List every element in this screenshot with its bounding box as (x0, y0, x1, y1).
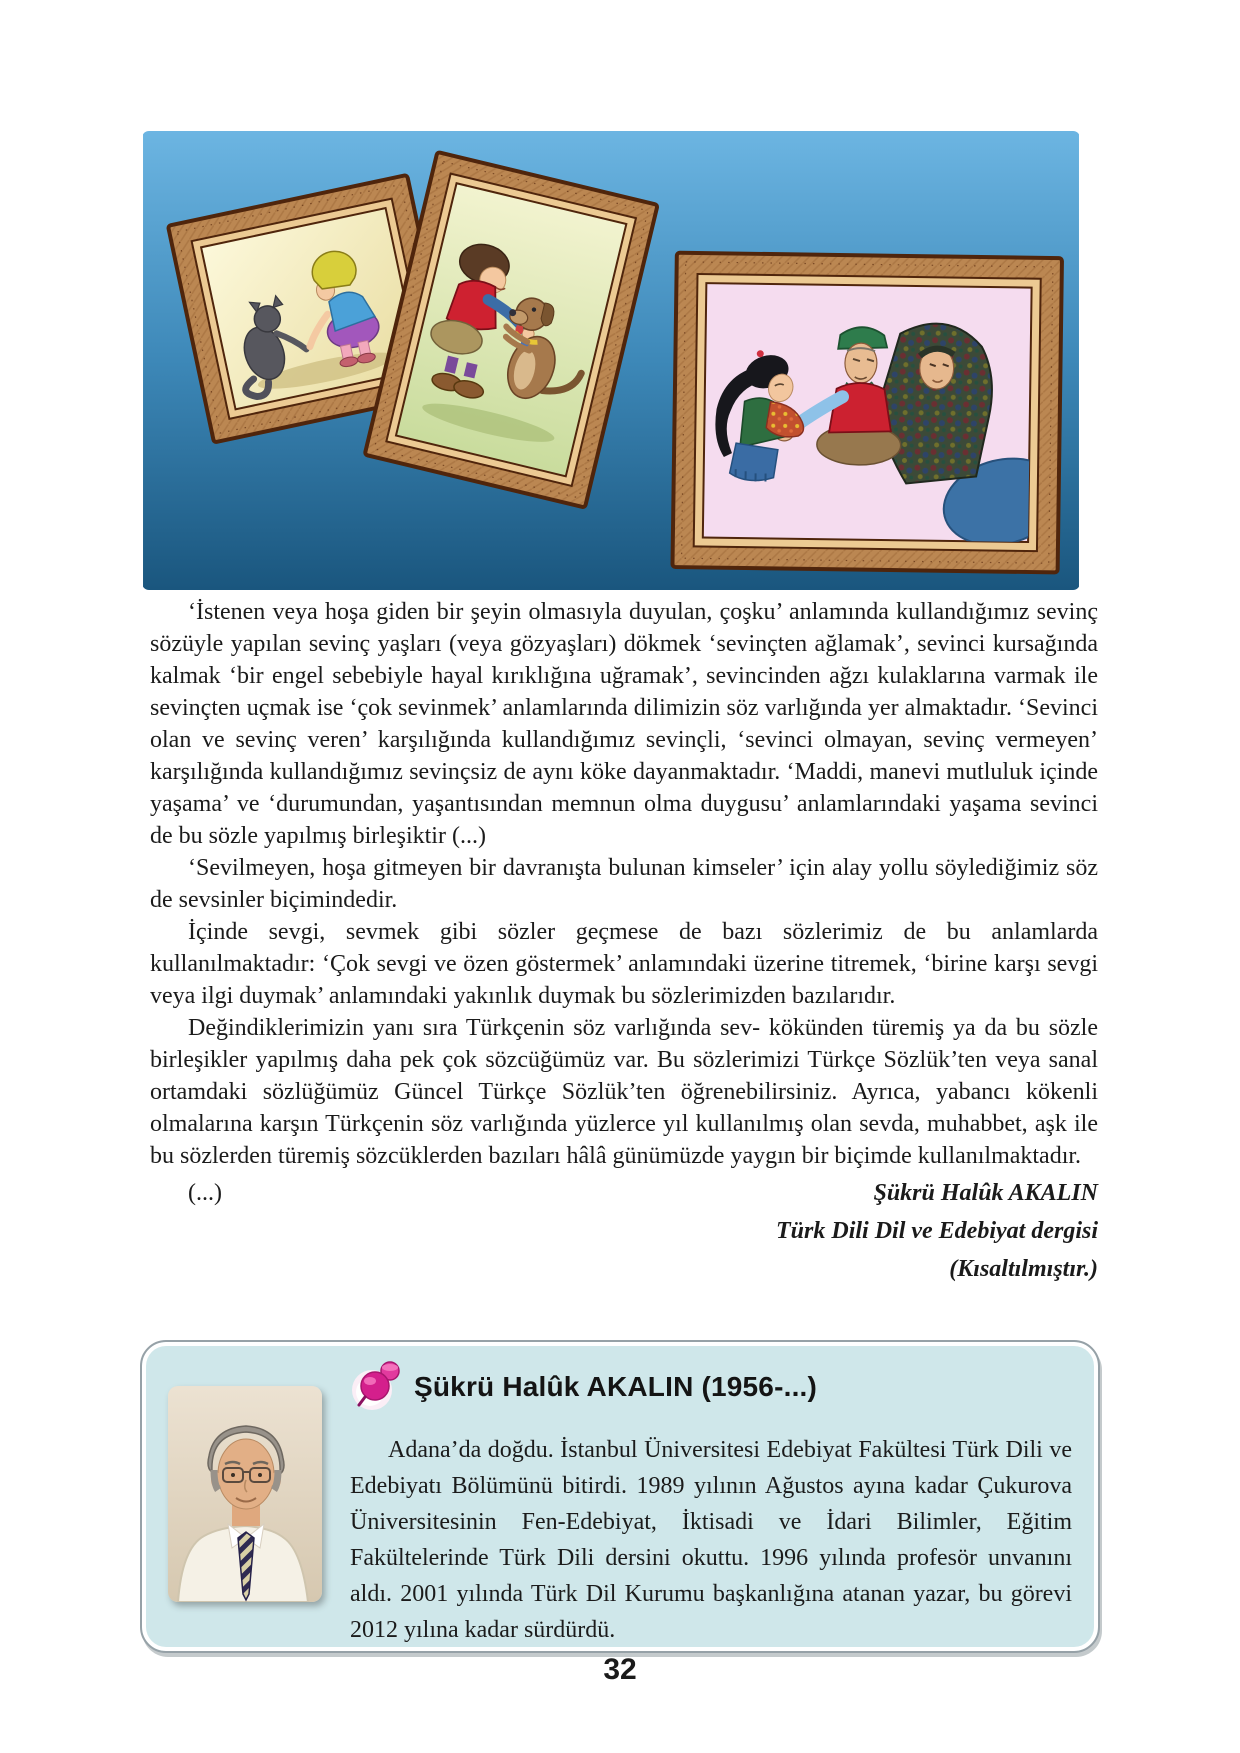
article-body (150, 596, 1098, 1288)
illustration-panel (142, 131, 1080, 590)
three-framed-pictures-illustration (142, 131, 1080, 590)
author-photo (168, 1386, 322, 1602)
bio-title-row (350, 1358, 1072, 1416)
page-number: 32 (603, 1653, 637, 1686)
frame-grandparents (672, 253, 1074, 573)
bio-title: Şükrü Halûk AKALIN (1956-...) (414, 1371, 818, 1402)
attribution-note: (Kısaltılmıştır.) (949, 1256, 1098, 1282)
attribution-author: Şükrü Halûk AKALIN (873, 1180, 1098, 1206)
author-portrait-illustration (168, 1386, 322, 1602)
paragraph: Değindiklerimizin yanı sıra Türkçenin söz varlığında sev- kökünden türemiş ya da bu sözle birleşikler yapılmış daha pek çok sözcüğümüz var. Bu sözlerimizi Türkçe Sözlük’ten veya sanal ortamdaki sözlüğümüz Güncel Türkçe Sözlük’ten öğrenebilirsiniz. Ayrıca, yabancı kökenli olmalarına karşın Türkçenin söz varlığında yüzlerce yıl kullanılmış olan sevda, muhabbet, aşk ile bu sözlerden türemiş sözcüklerden bazıları hâlâ günümüzde yaygın bir biçimde kullanılmaktadır. (150, 1015, 1098, 1169)
ellipsis-mark: (...) (188, 1180, 222, 1206)
attribution-source: Türk Dili Dil ve Edebiyat dergisi (776, 1218, 1098, 1244)
bio-content (350, 1358, 1072, 1648)
bio-text: Adana’da doğdu. İstanbul Üniversitesi Edebiyat Fakültesi Türk Dili ve Edebiyatı Bölümünü bitirdi. 1989 yılının Ağustos ayına kadar Çukurova Üniversitesinin Fen-Edebiyat, İktisadi ve İdari Bilimler, Eğitim Fakültelerinde Türk Dili dersini okuttu. 1996 yılında profesör unvanını aldı. 2001 yılında Türk Dil Kurumu başkanlığına atanan yazar, bu görevi 2012 yılına kadar sürdürdü. (350, 1437, 1072, 1643)
push-pin-icon (350, 1358, 406, 1416)
author-bio-box (140, 1340, 1100, 1653)
paragraph: İçinde sevgi, sevmek gibi sözler geçmese de bazı sözlerimiz de bu anlamlarda kullanılmaktadır: ‘Çok sevgi ve özen göstermek’ anlamındaki üzerine titremek, ‘birine karşı sevgi veya ilgi duymak’ anlamındaki yakınlık duymak bu sözlerimizden bazılarıdır. (150, 919, 1098, 1009)
paragraph: ‘İstenen veya hoşa giden bir şeyin olmasıyla duyulan, çoşku’ anlamında kullandığımız sevinç sözüyle yapılan sevinç yaşları (veya gözyaşları) dökmek ‘sevinçten ağlamak’, sevinci kursağında kalmak ‘bir engel sebebiyle hayal kırıklığına uğramak’, sevincinden ağzı kulaklarına varmak ile sevinçten uçmak ise ‘çok sevinmek’ anlamlarında dilimizin söz varlığında yer almaktadır. ‘Sevinci olan ve sevinç veren’ karşılığında kullandığımız sevinçli, ‘sevinci olmayan, sevinç vermeyen’ karşılığında kullandığımız sevinçsiz de aynı köke dayanmaktadır. ‘Maddi, manevi mutluluk içinde yaşama’ ve ‘durumundan, yaşantısından memnun olma duygusu’ anlamlarındaki yaşama sevinci de bu sözle yapılmış birleşiktir (...) (150, 599, 1098, 849)
paragraph: ‘Sevilmeyen, hoşa gitmeyen bir davranışta bulunan kimseler’ için alay yollu söylediğimiz söz de sevsinler biçimindedir. (150, 855, 1098, 913)
byline-row (150, 1174, 1098, 1212)
grandmother (878, 323, 993, 485)
